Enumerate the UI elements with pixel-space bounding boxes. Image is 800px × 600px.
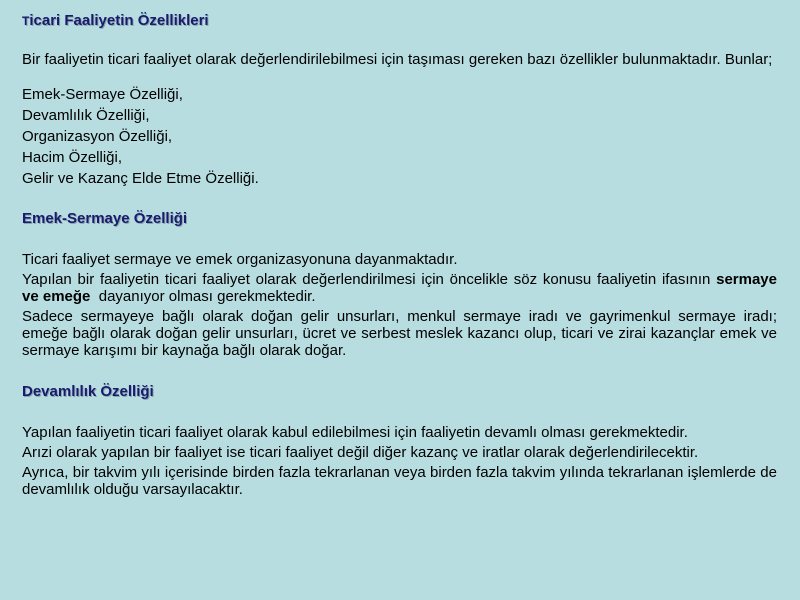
feature-list — [22, 84, 777, 189]
section1-paragraph-2-end: dayanıyor olması gerekmektedir. — [90, 288, 316, 305]
feature-item-organizasyon: Organizasyon Özelliği, — [22, 128, 173, 145]
feature-item-gelir-kazanc: Gelir ve Kazanç Elde Etme Özelliği. — [22, 170, 259, 187]
section2-paragraph-3: Ayrıca, bir takvim yılı içerisinde birden fazla tekrarlanan veya birden fazla takvim yılında tekrarlanan işlemlerde de devamlılık olduğu varsayılacaktır. — [22, 464, 777, 498]
slide-title-rest: icari Faaliyetin Özellikleri — [29, 12, 209, 29]
section1-paragraph-2-start: Yapılan bir faaliyetin ticari faaliyet olarak değerlendirilmesi için öncelikle söz konusu faaliyetin ifasının — [22, 271, 717, 288]
slide-title-initial: T — [22, 14, 30, 28]
intro-paragraph: Bir faaliyetin ticari faaliyet olarak değerlendirilebilmesi için taşıması gereken bazı özellikler bulunmaktadır. Bunlar; — [22, 51, 773, 68]
slide-title — [22, 12, 777, 30]
section1-paragraph-2 — [22, 271, 777, 305]
section1-paragraph-1: Ticari faaliyet sermaye ve emek organizasyonuna dayanmaktadır. — [22, 251, 458, 268]
section1-paragraph-3: Sadece sermayeye bağlı olarak doğan gelir unsurları, menkul sermaye iradı ve gayrimenkul sermaye iradı; emeğe bağlı olarak doğan gelir unsurları, ücret ve serbest meslek kazancı olup, ticari ve zirai kazançlar emek ve sermaye karışımı bir kaynağa bağlı olarak doğar. — [22, 308, 777, 359]
feature-item-hacim: Hacim Özelliği, — [22, 149, 123, 166]
section2-paragraph-2: Arızi olarak yapılan bir faaliyet ise ticari faaliyet değil diğer kazanç ve iratlar olarak değerlendirilecektir. — [22, 444, 699, 461]
section-heading-devamlilik: Devamlılık Özelliği — [22, 383, 154, 400]
section-heading-emek-sermaye: Emek-Sermaye Özelliği — [22, 210, 188, 227]
feature-item-devamlilik: Devamlılık Özelliği, — [22, 107, 150, 124]
feature-item-emek-sermaye: Emek-Sermaye Özelliği, — [22, 86, 183, 103]
slide-content — [22, 12, 777, 501]
section2-paragraph-1: Yapılan faaliyetin ticari faaliyet olarak kabul edilebilmesi için faaliyetin devamlı olması gerekmektedir. — [22, 424, 688, 441]
section1-paragraph-2-emphasis: sermaye ve emeğe — [22, 271, 777, 305]
